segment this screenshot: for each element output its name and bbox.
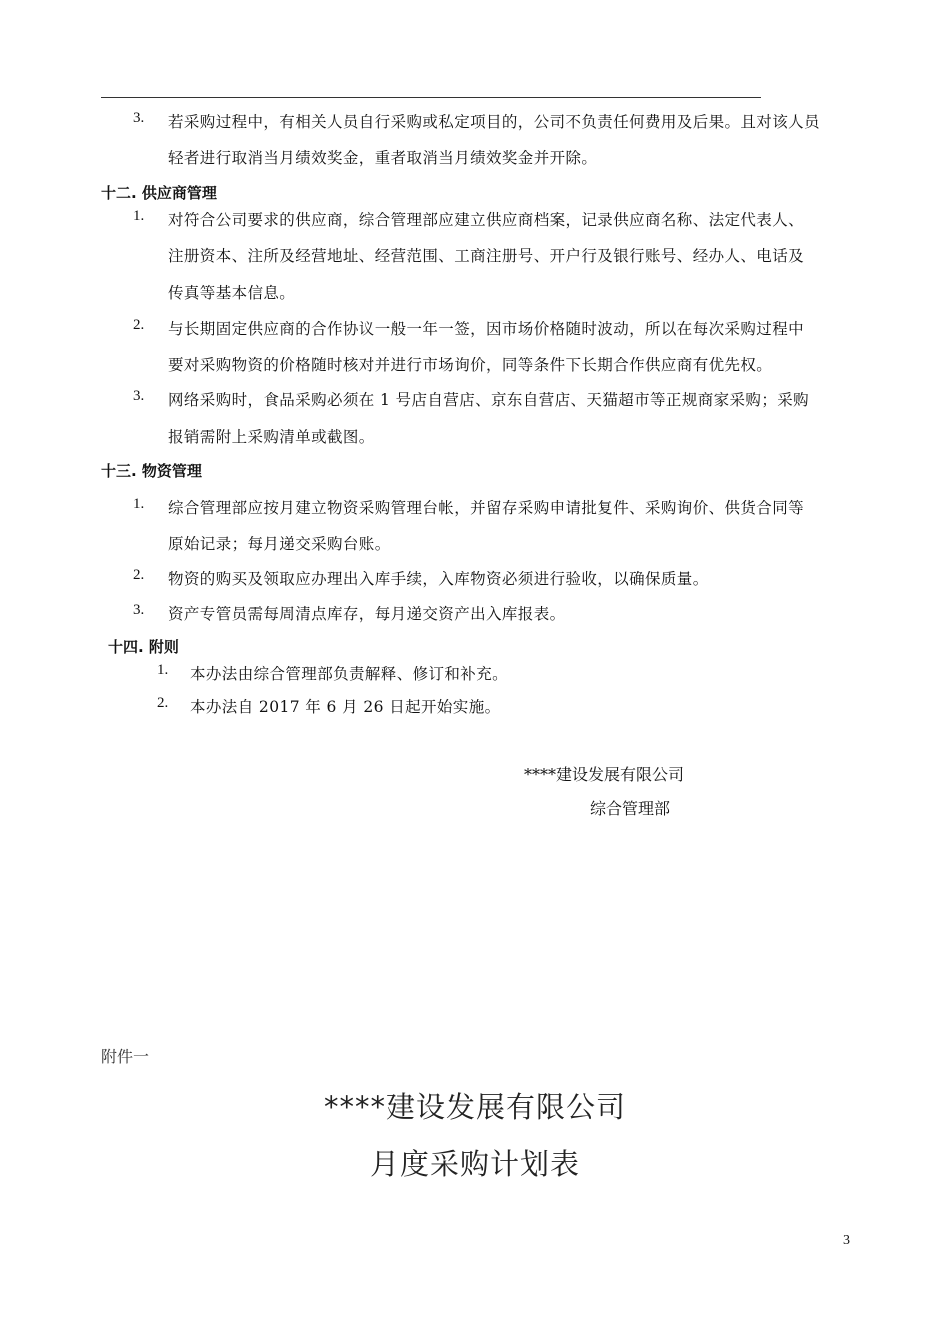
paragraph-line: 资产专管员需每周清点库存，每月递交资产出入库报表。 (168, 605, 566, 623)
signature-company: ****建设发展有限公司 (524, 765, 685, 784)
paragraph-line: 若采购过程中，有相关人员自行采购或私定项目的，公司不负责任何费用及后果。且对该人员 (168, 113, 820, 131)
section-heading: 十二. 供应商管理 (101, 184, 217, 202)
paragraph-line: 网络采购时，食品采购必须在 1 号店自营店、京东自营店、天猫超市等正规商家采购；采购 (168, 391, 810, 409)
paragraph-line: 轻者进行取消当月绩效奖金，重者取消当月绩效奖金并开除。 (168, 149, 598, 167)
signature-department: 综合管理部 (590, 799, 671, 818)
page-number: 3 (843, 1233, 850, 1248)
paragraph-line: 综合管理部应按月建立物资采购管理台帐，并留存采购申请批复件、采购询价、供货合同等 (168, 499, 805, 517)
list-number: 3. (133, 388, 145, 404)
header-rule (101, 97, 761, 98)
paragraph-line: 传真等基本信息。 (168, 284, 296, 302)
list-number: 1. (133, 208, 145, 224)
section-heading: 十三. 物资管理 (101, 462, 202, 480)
section-heading: 十四. 附则 (108, 638, 179, 656)
paragraph-line: 本办法由综合管理部负责解释、修订和补充。 (190, 665, 509, 683)
paragraph-line: 原始记录；每月递交采购台账。 (168, 535, 391, 553)
annex-label: 附件一 (101, 1047, 150, 1066)
list-number: 1. (133, 496, 145, 512)
list-number: 1. (157, 662, 169, 678)
paragraph-line: 对符合公司要求的供应商，综合管理部应建立供应商档案，记录供应商名称、法定代表人、 (168, 211, 805, 229)
paragraph-line: 要对采购物资的价格随时核对并进行市场询价，同等条件下长期合作供应商有优先权。 (168, 356, 773, 374)
paragraph-line: 报销需附上采购清单或截图。 (168, 428, 375, 446)
list-number: 2. (157, 695, 169, 711)
list-number: 3. (133, 110, 145, 126)
list-number: 2. (133, 567, 145, 583)
list-number: 2. (133, 317, 145, 333)
paragraph-line: 物资的购买及领取应办理出入库手续，入库物资必须进行验收，以确保质量。 (168, 570, 709, 588)
paragraph-line: 注册资本、注所及经营地址、经营范围、工商注册号、开户行及银行账号、经办人、电话及 (168, 247, 805, 265)
list-number: 3. (133, 602, 145, 618)
paragraph-line: 与长期固定供应商的合作协议一般一年一签，因市场价格随时波动，所以在每次采购过程中 (168, 320, 805, 338)
annex-title-company: ****建设发展有限公司 (323, 1090, 626, 1124)
annex-title-form: 月度采购计划表 (369, 1147, 580, 1181)
paragraph-line: 本办法自 2017 年 6 月 26 日起开始实施。 (190, 698, 501, 716)
